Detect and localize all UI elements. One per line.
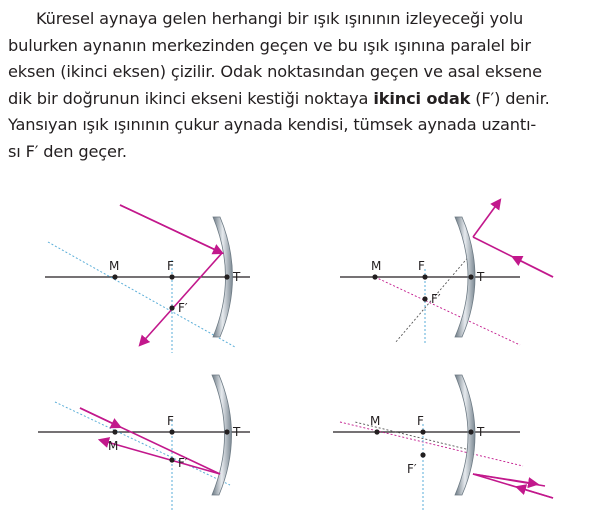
point-m — [374, 429, 379, 434]
incident-arrow — [80, 408, 120, 427]
term-ikinci-odak: ikinci odak — [373, 88, 471, 108]
paragraph-line-1: Küresel aynaya gelen herhangi bir ışık ışınının izleyeceği yolu — [36, 9, 524, 28]
point-t — [224, 429, 229, 434]
paragraph-line-5: Yansıyan ışık ışınının çukur aynada kendisi, tümsek aynada uzantı- — [8, 115, 537, 135]
incident-arrow — [517, 487, 553, 498]
label-t: T — [233, 425, 241, 439]
diagram-concave-ray-2 — [0, 360, 295, 520]
paragraph-line-3: eksen (ikinci eksen) çizilir. Odak noktasından geçen ve asal eksene — [8, 62, 542, 82]
point-m — [112, 274, 117, 279]
convex-mirror — [455, 375, 475, 495]
reflected-ray — [140, 253, 222, 345]
diagram-concave-ray-1 — [0, 195, 295, 355]
label-f-prime: F′ — [407, 462, 417, 476]
secondary-axis — [375, 277, 520, 345]
diagram-convex-ray-1 — [295, 195, 590, 355]
point-t — [468, 274, 473, 279]
paragraph-line-6: sı F′ den geçer. — [8, 141, 127, 161]
point-t — [468, 429, 473, 434]
label-f: F — [417, 414, 424, 428]
point-f — [422, 274, 427, 279]
secondary-axis — [55, 402, 230, 485]
label-m: M — [370, 414, 381, 428]
reflected-arrow — [473, 474, 537, 484]
incident-arrow — [513, 257, 553, 277]
secondary-axis — [340, 422, 523, 466]
label-f-prime: F′ — [178, 301, 188, 315]
point-f — [169, 429, 174, 434]
point-f — [169, 274, 174, 279]
label-m: M — [109, 259, 120, 273]
point-f — [420, 429, 425, 434]
secondary-axis — [48, 242, 235, 347]
label-f-prime: F′ — [178, 456, 188, 470]
label-f: F — [418, 259, 425, 273]
label-t: T — [477, 270, 485, 284]
point-f-prime — [169, 457, 174, 462]
point-f-prime — [169, 305, 174, 310]
concave-mirror — [212, 375, 232, 495]
label-f: F — [167, 259, 174, 273]
point-m — [372, 274, 377, 279]
point-f-prime — [420, 452, 425, 457]
point-f-prime — [422, 296, 427, 301]
point-t — [224, 274, 229, 279]
label-t: T — [233, 270, 241, 284]
label-f-prime: F′ — [431, 292, 441, 306]
point-m — [112, 429, 117, 434]
label-m: M — [108, 439, 119, 453]
incident-ray-tail — [120, 205, 222, 253]
explanation-paragraph — [8, 6, 582, 166]
paragraph-line-2: bulurken aynanın merkezinden geçen ve bu ışık ışınına paralel bir — [8, 35, 531, 55]
diagram-convex-ray-2 — [295, 360, 590, 520]
label-f: F — [167, 414, 174, 428]
paragraph-line-4: dik bir doğrunun ikinci ekseni kestiği noktaya ikinci odak (F′) denir. — [8, 88, 550, 108]
label-t: T — [477, 425, 485, 439]
label-m: M — [371, 259, 382, 273]
reflected-ray — [473, 200, 500, 237]
